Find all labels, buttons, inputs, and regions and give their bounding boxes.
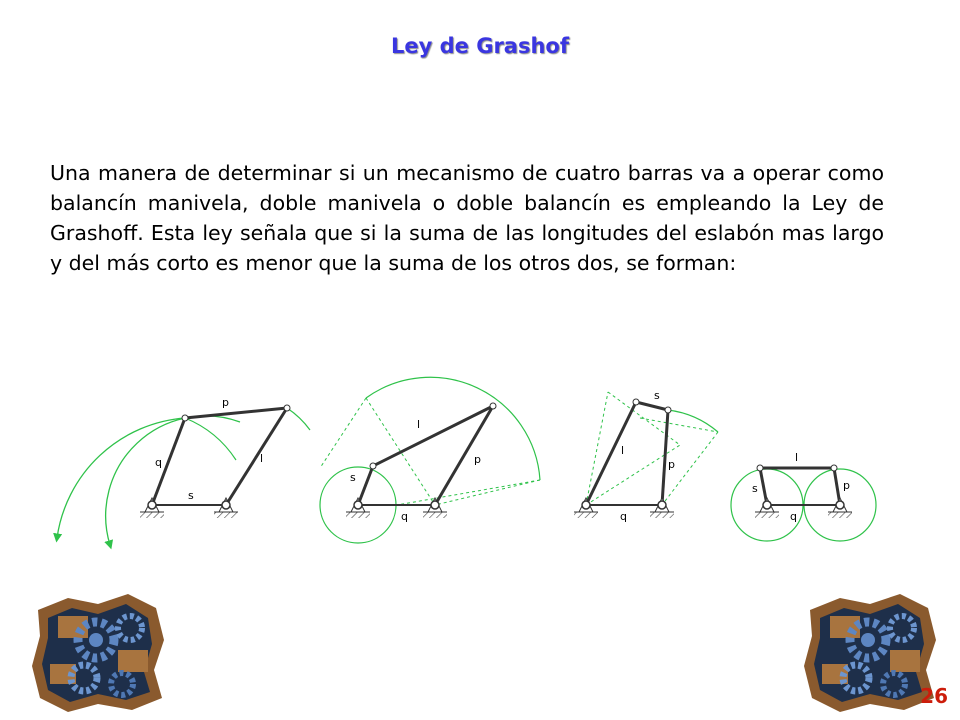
label-s: s (752, 482, 758, 495)
label-l: l (795, 451, 799, 464)
label-p: p (222, 396, 229, 409)
page-number: 26 (920, 684, 948, 708)
mechanism-double-crank (320, 377, 540, 543)
four-bar-mechanisms-figure (0, 360, 960, 560)
label-l: l (417, 418, 421, 431)
mechanism-change-point (731, 451, 876, 541)
label-p: p (474, 453, 481, 466)
body-paragraph: Una manera de determinar si un mecanismo de cuatro barras va a operar como balancín manivela, doble manivela o doble balancín es empleando la Ley de Grashoff. Esta ley señala que si la suma de las longitudes del eslabón mas largo y del más corto es menor que la suma de los otros dos, se forman: (50, 161, 884, 275)
label-q: q (620, 510, 627, 523)
mechanism-crank-rocker (57, 396, 310, 545)
label-p: p (668, 458, 675, 471)
ground-pivot-left (140, 498, 164, 518)
label-q: q (155, 456, 162, 469)
motion-arc-outer (57, 418, 185, 538)
ground-pivot-right (828, 498, 852, 518)
ground-pivot-left (346, 498, 370, 518)
gears-wall-icon (28, 590, 168, 715)
slide-title: Ley de Grashof (391, 34, 569, 58)
label-s: s (188, 489, 194, 502)
ground-pivot-left (755, 498, 779, 518)
label-q: q (401, 510, 408, 523)
ground-pivot-right (214, 498, 238, 518)
ground-pivot-right (650, 498, 674, 518)
label-l: l (621, 444, 625, 457)
mechanism-double-rocker (574, 389, 718, 523)
label-s: s (350, 471, 356, 484)
ground-pivot-right (423, 498, 447, 518)
label-q: q (790, 510, 797, 523)
gears-wall-icon (800, 590, 940, 715)
ground-pivot-left (574, 498, 598, 518)
label-s: s (654, 389, 660, 402)
label-l: l (260, 452, 264, 465)
label-p: p (843, 479, 850, 492)
